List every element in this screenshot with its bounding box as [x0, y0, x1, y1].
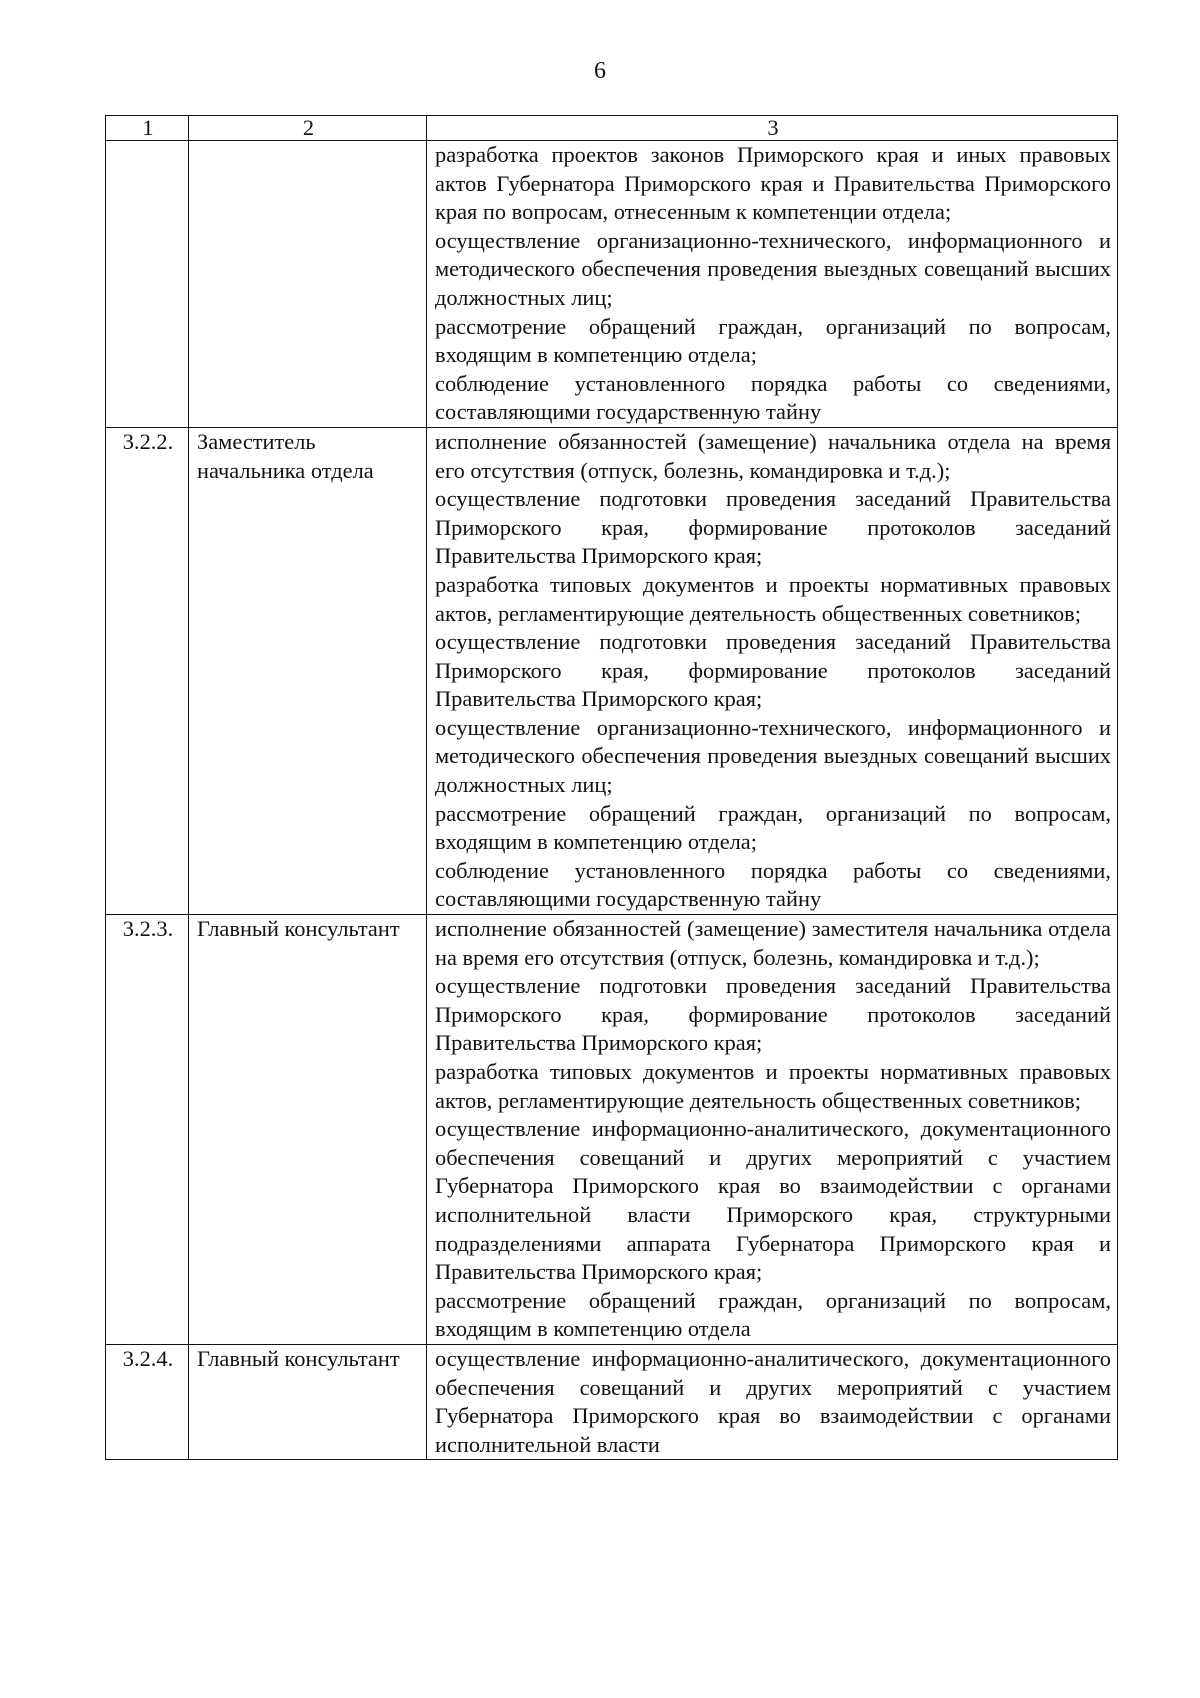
column-header-position: 2: [189, 116, 427, 141]
duty-item: разработка проектов законов Приморского края и иных правовых актов Губернатора Приморского края и Правительства Приморского края по вопросам, отнесенным к компетенции отдела;: [435, 142, 1111, 225]
row-number: 3.2.3.: [106, 915, 189, 1345]
table-row: [106, 141, 1118, 428]
row-duties: [427, 915, 1118, 1345]
duty-item: соблюдение установленного порядка работы со сведениями, составляющими государственную тайну: [435, 370, 1111, 425]
table-header-row: [106, 116, 1118, 141]
table-row: [106, 915, 1118, 1345]
duty-item: осуществление подготовки проведения заседаний Правительства Приморского края, формирование протоколов заседаний Правительства Приморского края;: [435, 629, 1111, 712]
duty-item: исполнение обязанностей (замещение) начальника отдела на время его отсутствия (отпуск, болезнь, командировка и т.д.);: [435, 428, 1111, 483]
row-duties: [427, 141, 1118, 428]
row-duties: [427, 427, 1118, 914]
column-header-number: 1: [106, 116, 189, 141]
row-number: 3.2.4.: [106, 1344, 189, 1459]
page-number: 6: [594, 58, 606, 84]
duty-item: осуществление организационно-технического, информационного и методического обеспечения проведения выездных совещаний высших должностных лиц;: [435, 227, 1111, 310]
row-position: Главный консультант: [189, 1344, 427, 1459]
duty-item: осуществление организационно-технического, информационного и методического обеспечения проведения выездных совещаний высших должностных лиц;: [435, 714, 1111, 798]
duty-item: исполнение обязанностей (замещение) заместителя начальника отдела на время его отсутствия (отпуск, болезнь, командировка и т.д.);: [435, 916, 1111, 970]
row-number: 3.2.2.: [106, 427, 189, 914]
table-row: [106, 1344, 1118, 1459]
row-position: Заместитель начальника отдела: [189, 427, 427, 914]
row-duties: [427, 1344, 1118, 1459]
row-number: [106, 141, 189, 428]
duty-item: осуществление информационно-аналитического, документационного обеспечения совещаний и других мероприятий с участием Губернатора Приморского края во взаимодействии с органами исполнительной власти Приморского края, структурными подразделениями аппарата Губернатора Приморского края и Правительства Приморского края;: [435, 1116, 1111, 1285]
row-position: [189, 141, 427, 428]
duty-item: осуществление информационно-аналитического, документационного обеспечения совещаний и других мероприятий с участием Губернатора Приморского края во взаимодействии с органами исполнительной власти: [435, 1345, 1111, 1457]
duty-item: соблюдение установленного порядка работы со сведениями, составляющими государственную тайну: [435, 857, 1111, 912]
duties-table: [105, 115, 1118, 1460]
duty-item: разработка типовых документов и проекты нормативных правовых актов, регламентирующие деятельность общественных советников;: [435, 1059, 1111, 1113]
duty-item: рассмотрение обращений граждан, организаций по вопросам, входящим в компетенцию отдела;: [435, 313, 1111, 368]
table-row: [106, 427, 1118, 914]
column-header-duties: 3: [427, 116, 1118, 141]
duty-item: рассмотрение обращений граждан, организаций по вопросам, входящим в компетенцию отдела: [435, 1287, 1111, 1342]
duty-item: осуществление подготовки проведения заседаний Правительства Приморского края, формирование протоколов заседаний Правительства Приморского края;: [435, 973, 1111, 1056]
duty-item: разработка типовых документов и проекты нормативных правовых актов, регламентирующие деятельность общественных советников;: [435, 571, 1111, 626]
row-position: Главный консультант: [189, 915, 427, 1345]
duty-item: рассмотрение обращений граждан, организаций по вопросам, входящим в компетенцию отдела;: [435, 800, 1111, 855]
duty-item: осуществление подготовки проведения заседаний Правительства Приморского края, формирование протоколов заседаний Правительства Приморского края;: [435, 486, 1111, 569]
